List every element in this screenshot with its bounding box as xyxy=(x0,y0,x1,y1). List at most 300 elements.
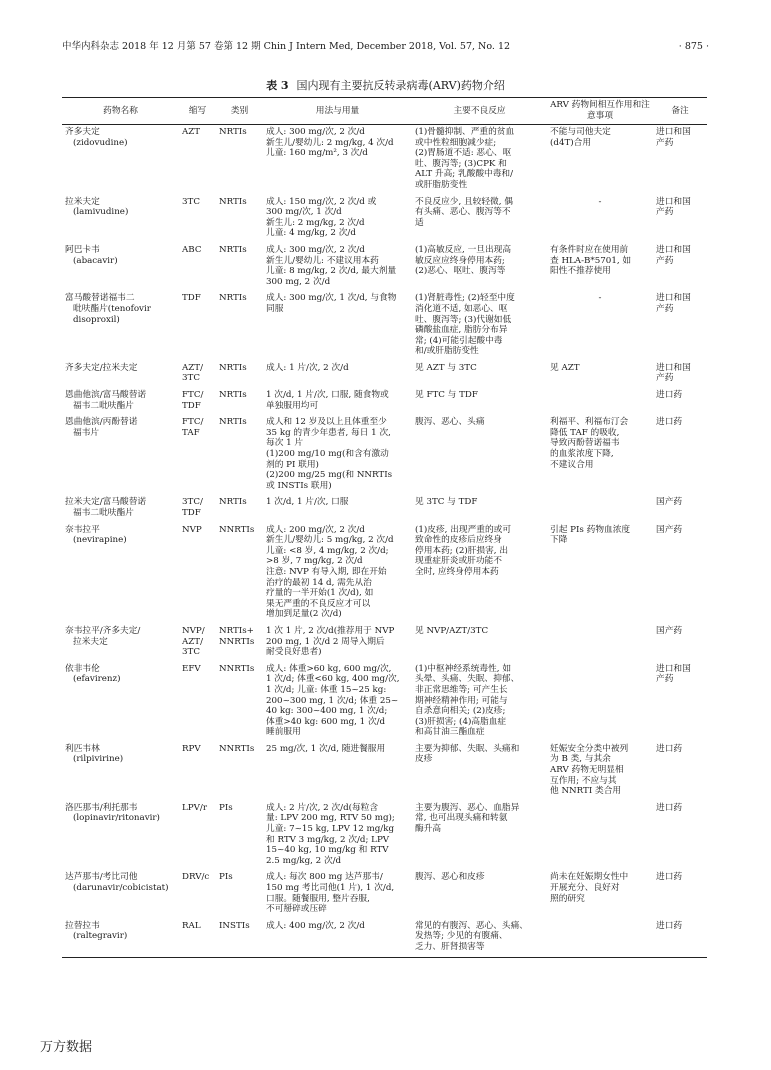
drug-name-cell xyxy=(62,195,179,243)
drug-name-cell xyxy=(62,388,179,415)
note-cell xyxy=(653,870,707,918)
dosage-cell xyxy=(263,291,412,361)
cell-line: 见 3TC 与 TDF xyxy=(415,497,478,508)
drug-name-cell xyxy=(62,662,179,742)
dosage-cell xyxy=(263,388,412,415)
adverse-effects-cell xyxy=(412,291,547,361)
cell-line: 导致丙酚替诺福韦 xyxy=(550,438,620,449)
cell-line: 腹泻、恶心和皮疹 xyxy=(415,872,485,883)
cell-line: 照的研究 xyxy=(550,893,585,904)
col-header-note: 备注 xyxy=(653,98,707,125)
cell-line: 利匹韦林 xyxy=(65,743,100,754)
cell-line: 为 B 类, 与其余 xyxy=(550,754,611,765)
cell-line: (1)中枢神经系统毒性, 如 xyxy=(415,663,512,674)
abbreviation-cell xyxy=(179,415,216,495)
cell-line: 进口药 xyxy=(656,872,683,883)
cell-line: 和/或肝脂肪变性 xyxy=(415,346,479,357)
cell-line: 1 次/d, 1 片/次, 口服, 随食物或 xyxy=(266,390,389,401)
cell-line: 常见的有腹泻、恶心、头痛、 xyxy=(415,920,528,931)
cell-line: 成人: 200 mg/次, 2 次/d xyxy=(266,524,365,535)
cell-line: 发热等; 少见的有腹痛、 xyxy=(415,931,508,942)
cell-line: 睡前服用 xyxy=(266,727,301,738)
dosage-cell xyxy=(263,243,412,291)
drug-name-cell xyxy=(62,243,179,291)
cell-line: 进口和国 xyxy=(656,293,691,304)
cell-line: 降低 TAF 的吸收, xyxy=(550,427,620,438)
adverse-effects-cell xyxy=(412,388,547,415)
cell-line: 增加到足量(2 次/d) xyxy=(266,609,342,620)
cell-line: 引起 PIs 药物血浓度 xyxy=(550,524,631,535)
adverse-effects-cell xyxy=(412,870,547,918)
cell-line: 见 AZT xyxy=(550,362,580,373)
cell-line: 拉替拉韦 xyxy=(65,920,100,931)
cell-line: 成人和 12 岁及以上且体重至少 xyxy=(266,417,387,428)
cell-line: 常, 也可出现头痛和转氨 xyxy=(415,813,508,824)
note-cell xyxy=(653,495,707,522)
cell-line: (d4T)合用 xyxy=(550,137,592,148)
interaction-cell xyxy=(547,291,653,361)
cell-line: 1 次/d; 体重<60 kg, 400 mg/次, xyxy=(266,674,400,685)
cell-line: 成人: 体重>60 kg, 600 mg/次, xyxy=(266,663,392,674)
cell-line: NRTIs xyxy=(219,417,247,428)
cell-line: 每次 1 片 xyxy=(266,438,304,449)
cell-line: ARV 药物无明显相 xyxy=(550,765,624,776)
dosage-cell xyxy=(263,624,412,662)
cell-line: 和 RTV 3 mg/kg, 2 次/d; LPV xyxy=(266,834,390,845)
cell-line: 福韦片 xyxy=(73,427,100,438)
cell-line: 15~40 kg, 10 mg/kg 和 RTV xyxy=(266,845,389,856)
cell-line: 国产药 xyxy=(656,625,683,636)
cell-line: NNRTIs xyxy=(219,524,255,535)
cell-line: NNRTIs xyxy=(219,663,255,674)
cell-line: (1)骨髓抑制、严重的贫血 xyxy=(415,127,515,137)
drug-class-cell xyxy=(216,291,263,361)
dosage-cell xyxy=(263,662,412,742)
cell-line: 150 mg 考比司他(1 片), 1 次/d, xyxy=(266,883,395,893)
table-row xyxy=(62,243,707,291)
cell-line: NRTIs xyxy=(219,196,247,207)
cell-line: NRTIs xyxy=(219,293,247,304)
drug-class-cell xyxy=(216,919,263,957)
abbreviation-cell xyxy=(179,291,216,361)
cell-line: 200 mg, 1 次/d 2 周导入期后 xyxy=(266,636,385,647)
cell-line: NVP/ xyxy=(182,625,205,636)
cell-line: 儿童: <8 岁, 4 mg/kg, 2 次/d; xyxy=(266,545,389,556)
cell-line: (nevirapine) xyxy=(73,535,127,546)
drug-class-cell xyxy=(216,243,263,291)
cell-line: 成人: 1 片/次, 2 次/d xyxy=(266,362,349,373)
cell-line: 不可掰碎或压碎 xyxy=(266,904,327,915)
cell-line: 1 次/d, 1 片/次, 口服 xyxy=(266,497,349,508)
cell-line: NNRTIs xyxy=(219,743,255,754)
cell-line: (1)肾脏毒性; (2)轻至中度 xyxy=(415,293,515,304)
cell-line: (2)200 mg/25 mg(和 NNRTIs xyxy=(266,470,393,481)
cell-line: 消化道不适, 如恶心、呕 xyxy=(415,303,508,314)
drug-class-cell xyxy=(216,495,263,522)
cell-line: 有头痛、恶心、腹泻等不 xyxy=(415,207,511,218)
cell-line: 成人: 2 片/次, 2 次/d(每粒含 xyxy=(266,802,379,813)
watermark: 万方数据 xyxy=(40,1040,93,1055)
cell-line: 查 HLA-B*5701, 如 xyxy=(550,255,632,266)
table-row xyxy=(62,125,707,195)
cell-line: 口服。随餐服用, 整片吞服, xyxy=(266,893,370,904)
cell-line: 进口药 xyxy=(656,802,683,813)
table-row xyxy=(62,388,707,415)
adverse-effects-cell xyxy=(412,415,547,495)
cell-line: 奈韦拉平/齐多夫定/ xyxy=(65,625,141,636)
cell-line: 头晕、头痛、失眠、抑郁、 xyxy=(415,674,520,685)
cell-line: 尚未在妊娠期女性中 xyxy=(550,872,629,883)
cell-line: 成人: 150 mg/次, 2 次/d 或 xyxy=(266,196,377,207)
dosage-cell xyxy=(263,125,412,195)
drug-name-cell xyxy=(62,919,179,957)
cell-line: 成人: 300 mg/次, 1 次/d, 与食物 xyxy=(266,293,397,304)
cell-line: 进口药 xyxy=(656,743,683,754)
adverse-effects-cell xyxy=(412,624,547,662)
col-header-adverse: 主要不良反应 xyxy=(412,98,547,125)
cell-line: 耐受良好患者) xyxy=(266,647,322,658)
cell-line: 疗量的一半开始(1 次/d), 如 xyxy=(266,588,374,599)
cell-line: - xyxy=(598,196,602,207)
cell-line: 或肝脂肪变性 xyxy=(415,179,468,190)
cell-line: 进口药 xyxy=(656,417,683,428)
cell-line: 妊娠安全分类中被列 xyxy=(550,743,629,754)
interaction-cell xyxy=(547,624,653,662)
note-cell xyxy=(653,801,707,871)
col-header-interaction: ARV 药物间相互作用和注意事项 xyxy=(547,98,653,125)
cell-line: (1)200 mg/10 mg(和含有激动 xyxy=(266,449,389,460)
table-header-row xyxy=(62,98,707,125)
cell-line: 新生儿: 2 mg/kg, 2 次/d xyxy=(266,217,365,228)
drug-class-cell xyxy=(216,415,263,495)
dosage-cell xyxy=(263,495,412,522)
drug-class-cell xyxy=(216,125,263,195)
cell-line: 福韦二吡呋酯片 xyxy=(73,400,134,411)
adverse-effects-cell xyxy=(412,523,547,624)
cell-line: 300 mg/次, 1 次/d xyxy=(266,207,342,218)
cell-line: 腹泻、恶心、头痛 xyxy=(415,417,485,428)
cell-line: 成人: 300 mg/次, 2 次/d xyxy=(266,127,365,137)
interaction-cell xyxy=(547,870,653,918)
cell-line: 吐、腹泻等; (3)代谢如低 xyxy=(415,314,512,325)
cell-line: 主要为腹泻、恶心、血脂异 xyxy=(415,802,520,813)
cell-line: 进口药 xyxy=(656,390,683,401)
cell-line: 齐多夫定 xyxy=(65,127,100,137)
note-cell xyxy=(653,624,707,662)
table-row xyxy=(62,870,707,918)
cell-line: 剂的 PI 联用) xyxy=(266,459,319,470)
cell-line: 国产药 xyxy=(656,524,683,535)
cell-line: (abacavir) xyxy=(73,255,118,266)
abbreviation-cell xyxy=(179,125,216,195)
adverse-effects-cell xyxy=(412,125,547,195)
note-cell xyxy=(653,291,707,361)
abbreviation-cell xyxy=(179,919,216,957)
interaction-cell xyxy=(547,742,653,801)
cell-line: 吡呋酯片(tenofovir xyxy=(73,303,151,314)
adverse-effects-cell xyxy=(412,742,547,801)
cell-line: NNRTIs xyxy=(219,636,255,647)
table-caption xyxy=(0,79,771,93)
cell-line: 富马酸替诺福韦二 xyxy=(65,293,135,304)
cell-line: (lamivudine) xyxy=(73,207,129,218)
cell-line: ALT 升高; 乳酸酸中毒和/ xyxy=(415,169,514,180)
cell-line: (darunavir/cobicistat) xyxy=(73,883,169,893)
cell-line: (rilpivirine) xyxy=(73,754,124,765)
cell-line: 新生儿/婴幼儿: 2 mg/kg, 4 次/d xyxy=(266,137,394,148)
cell-line: DRV/c xyxy=(182,872,210,883)
cell-line: NRTIs xyxy=(219,390,247,401)
drug-name-cell xyxy=(62,291,179,361)
cell-line: 自杀意向相关; (2)皮疹; xyxy=(415,706,506,717)
cell-line: 新生儿/婴幼儿: 不建议用本药 xyxy=(266,255,379,266)
cell-line: 3TC xyxy=(182,373,200,384)
cell-line: 治疗的最初 14 d, 需先从治 xyxy=(266,577,372,588)
table-row xyxy=(62,195,707,243)
interaction-cell xyxy=(547,662,653,742)
dosage-cell xyxy=(263,870,412,918)
cell-line: RPV xyxy=(182,743,201,754)
cell-line: 体重>40 kg: 600 mg, 1 次/d xyxy=(266,716,386,727)
cell-line: NRTIs xyxy=(219,497,247,508)
drug-class-cell xyxy=(216,870,263,918)
dosage-cell xyxy=(263,523,412,624)
cell-line: 期神经精神作用; 可能与 xyxy=(415,695,508,706)
abbreviation-cell xyxy=(179,624,216,662)
abbreviation-cell xyxy=(179,801,216,871)
cell-line: 磷酸盐血症, 脂肪分布异 xyxy=(415,325,508,336)
note-cell xyxy=(653,388,707,415)
cell-line: AZT/ xyxy=(182,362,204,373)
cell-line: 产药 xyxy=(656,303,674,314)
cell-line: AZT xyxy=(182,127,201,137)
cell-line: 他 NNRTI 类合用 xyxy=(550,786,622,797)
cell-line: (zidovudine) xyxy=(73,137,128,148)
cell-line: NVP xyxy=(182,524,202,535)
adverse-effects-cell xyxy=(412,243,547,291)
abbreviation-cell xyxy=(179,742,216,801)
cell-line: 产药 xyxy=(656,207,674,218)
cell-line: TDF xyxy=(182,293,201,304)
cell-line: 致命性的皮疹后应终身 xyxy=(415,535,502,546)
drug-class-cell xyxy=(216,662,263,742)
cell-line: 3TC/ xyxy=(182,497,203,508)
cell-line: (lopinavir/ritonavir) xyxy=(73,813,160,824)
cell-line: 利福平、利福布汀会 xyxy=(550,417,629,428)
cell-line: 产药 xyxy=(656,137,674,148)
cell-line: 皮疹 xyxy=(415,754,433,765)
journal-citation: 中华内科杂志 2018 年 12 月第 57 卷第 12 期 Chin J Intern Med, December 2018, Vol. 57, No. 12 xyxy=(62,41,511,52)
cell-line: - xyxy=(598,293,602,304)
table-row xyxy=(62,662,707,742)
table-row xyxy=(62,523,707,624)
cell-line: 拉米夫定/富马酸替诺 xyxy=(65,497,147,508)
cell-line: 进口和国 xyxy=(656,244,691,255)
adverse-effects-cell xyxy=(412,495,547,522)
cell-line: 适 xyxy=(415,217,424,228)
cell-line: 儿童: 4 mg/kg, 2 次/d xyxy=(266,228,356,239)
cell-line: 见 NVP/AZT/3TC xyxy=(415,625,489,636)
cell-line: (2)恶心、呕吐、腹泻等 xyxy=(415,266,506,277)
interaction-cell xyxy=(547,388,653,415)
interaction-cell xyxy=(547,523,653,624)
cell-line: 25 mg/次, 1 次/d, 随进餐服用 xyxy=(266,743,386,754)
dosage-cell xyxy=(263,801,412,871)
note-cell xyxy=(653,195,707,243)
table-row xyxy=(62,291,707,361)
interaction-cell xyxy=(547,801,653,871)
note-cell xyxy=(653,662,707,742)
drug-name-cell xyxy=(62,415,179,495)
cell-line: 成人: 每次 800 mg 达芦那韦/ xyxy=(266,872,383,883)
cell-line: 洛匹那韦/利托那韦 xyxy=(65,802,138,813)
cell-line: PIs xyxy=(219,802,233,813)
cell-line: 产药 xyxy=(656,373,674,384)
interaction-cell xyxy=(547,415,653,495)
interaction-cell xyxy=(547,361,653,388)
cell-line: RAL xyxy=(182,920,201,931)
cell-line: 3TC xyxy=(182,647,200,658)
adverse-effects-cell xyxy=(412,361,547,388)
cell-line: EFV xyxy=(182,663,201,674)
cell-line: 不建议合用 xyxy=(550,459,594,470)
adverse-effects-cell xyxy=(412,662,547,742)
drug-class-cell xyxy=(216,742,263,801)
abbreviation-cell xyxy=(179,361,216,388)
abbreviation-cell xyxy=(179,388,216,415)
cell-line: 单独服用均可 xyxy=(266,400,319,411)
dosage-cell xyxy=(263,919,412,957)
cell-line: 进口和国 xyxy=(656,196,691,207)
dosage-cell xyxy=(263,361,412,388)
cell-line: 达芦那韦/考比司他 xyxy=(65,872,138,883)
cell-line: 进口和国 xyxy=(656,127,691,137)
cell-line: 2.5 mg/kg, 2 次/d xyxy=(266,855,342,866)
cell-line: 的血浆浓度下降, xyxy=(550,449,614,460)
cell-line: 成人: 300 mg/次, 2 次/d xyxy=(266,244,365,255)
cell-line: 注意: NVP 有导入期, 即在开始 xyxy=(266,566,387,577)
cell-line: INSTIs xyxy=(219,920,250,931)
cell-line: 主要为抑郁、失眠、头痛和 xyxy=(415,743,520,754)
note-cell xyxy=(653,742,707,801)
table-row xyxy=(62,801,707,871)
note-cell xyxy=(653,361,707,388)
cell-line: (1)高敏反应, 一旦出现高 xyxy=(415,244,512,255)
table-label: 表 3 xyxy=(266,79,289,92)
table-row xyxy=(62,742,707,801)
abbreviation-cell xyxy=(179,662,216,742)
cell-line: NRTIs xyxy=(219,362,247,373)
drug-name-cell xyxy=(62,495,179,522)
adverse-effects-cell xyxy=(412,801,547,871)
cell-line: 依非韦伦 xyxy=(65,663,100,674)
drug-name-cell xyxy=(62,361,179,388)
cell-line: 拉米夫定 xyxy=(73,636,108,647)
col-header-name: 药物名称 xyxy=(62,98,179,125)
cell-line: 进口和国 xyxy=(656,362,691,373)
adverse-effects-cell xyxy=(412,919,547,957)
cell-line: 见 FTC 与 TDF xyxy=(415,390,478,401)
note-cell xyxy=(653,415,707,495)
cell-line: 国产药 xyxy=(656,497,683,508)
cell-line: TDF xyxy=(182,400,201,411)
note-cell xyxy=(653,125,707,195)
drug-class-cell xyxy=(216,523,263,624)
cell-line: 拉米夫定 xyxy=(65,196,100,207)
drug-class-cell xyxy=(216,195,263,243)
cell-line: 产药 xyxy=(656,674,674,685)
drug-name-cell xyxy=(62,801,179,871)
cell-line: 300 mg, 2 次/d xyxy=(266,276,331,287)
cell-line: 果无严重的不良反应才可以 xyxy=(266,598,371,609)
cell-line: 下降 xyxy=(550,535,568,546)
cell-line: 奈韦拉平 xyxy=(65,524,100,535)
cell-line: FTC/ xyxy=(182,417,204,428)
journal-header xyxy=(62,40,709,54)
cell-line: 全时, 应终身停用本药 xyxy=(415,566,499,577)
cell-line: disoproxil) xyxy=(73,314,120,325)
table-row xyxy=(62,624,707,662)
cell-line: 恩曲他滨/丙酚替诺 xyxy=(65,417,138,428)
page-number: · 875 · xyxy=(678,41,709,52)
cell-line: (raltegravir) xyxy=(73,931,128,942)
cell-line: AZT/ xyxy=(182,636,204,647)
cell-line: 常; (4)可能引起酸中毒 xyxy=(415,335,503,346)
cell-line: 或 INSTIs 联用) xyxy=(266,480,332,491)
cell-line: 40 kg: 300~400 mg, 1 次/d; xyxy=(266,706,388,717)
note-cell xyxy=(653,919,707,957)
cell-line: NRTIs xyxy=(219,127,247,137)
cell-line: 不良反应少, 且较轻微, 偶 xyxy=(415,196,513,207)
cell-line: 成人: 400 mg/次, 2 次/d xyxy=(266,920,365,931)
drug-class-cell xyxy=(216,361,263,388)
cell-line: LPV/r xyxy=(182,802,207,813)
cell-line: 恩曲他滨/富马酸替诺 xyxy=(65,390,147,401)
cell-line: 阿巴卡韦 xyxy=(65,244,100,255)
table-row xyxy=(62,415,707,495)
cell-line: 见 AZT 与 3TC xyxy=(415,362,477,373)
table-row xyxy=(62,495,707,522)
cell-line: 同服 xyxy=(266,303,284,314)
adverse-effects-cell xyxy=(412,195,547,243)
drug-name-cell xyxy=(62,624,179,662)
table-row xyxy=(62,919,707,957)
cell-line: 阳性不推荐使用 xyxy=(550,266,611,277)
cell-line: 3TC xyxy=(182,196,200,207)
cell-line: 进口和国 xyxy=(656,663,691,674)
cell-line: PIs xyxy=(219,872,233,883)
abbreviation-cell xyxy=(179,195,216,243)
cell-line: 不能与司他夫定 xyxy=(550,127,611,137)
dosage-cell xyxy=(263,742,412,801)
drug-class-cell xyxy=(216,388,263,415)
cell-line: NRTIs+ xyxy=(219,625,254,636)
cell-line: 或中性粒细胞减少症; xyxy=(415,137,497,148)
col-header-abbr: 缩写 xyxy=(179,98,216,125)
drug-name-cell xyxy=(62,125,179,195)
interaction-cell xyxy=(547,125,653,195)
cell-line: 开展充分、良好对 xyxy=(550,883,620,893)
cell-line: FTC/ xyxy=(182,390,204,401)
drug-name-cell xyxy=(62,870,179,918)
col-header-class: 类别 xyxy=(216,98,263,125)
cell-line: 新生儿/婴幼儿: 5 mg/kg, 2 次/d xyxy=(266,535,394,546)
dosage-cell xyxy=(263,415,412,495)
abbreviation-cell xyxy=(179,523,216,624)
abbreviation-cell xyxy=(179,495,216,522)
drug-table xyxy=(62,97,707,958)
interaction-cell xyxy=(547,195,653,243)
